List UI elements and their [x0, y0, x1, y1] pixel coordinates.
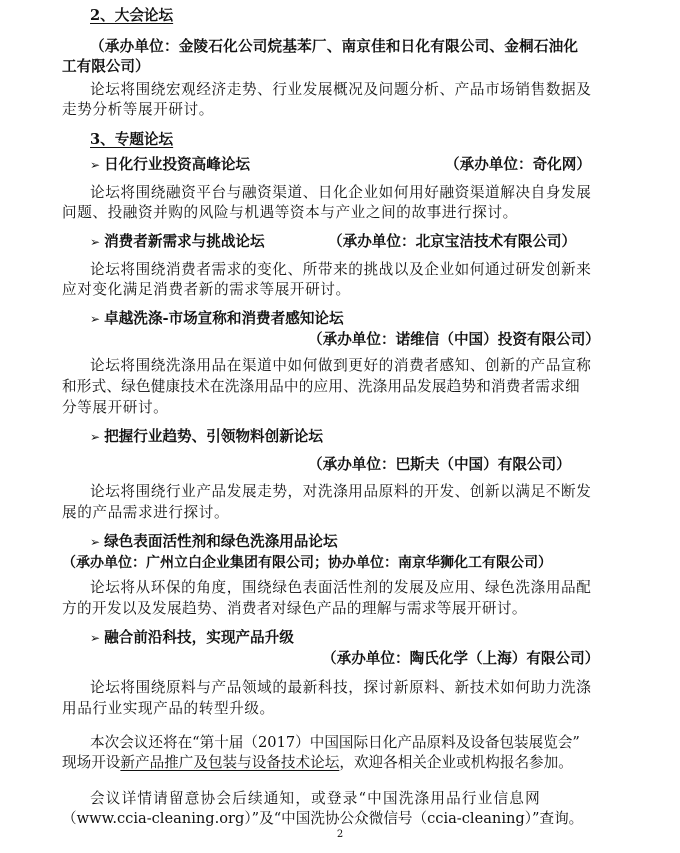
forum-description: 论坛将围绕行业产品发展走势，对洗涤用品原料的开发、创新以满足不断发 — [90, 483, 592, 500]
forum-description: 展的产品需求进行探讨。 — [62, 504, 230, 521]
forum-title: ➢ 卓越洗涤-市场宣称和消费者感知论坛 — [90, 310, 344, 327]
forum-host-line: 工有限公司） — [62, 58, 150, 75]
expo-paragraph-line: 本次会议还将在“第十届（2017）中国国际日化产品原料及设备包装展览会” — [90, 734, 580, 751]
forum-title: ➢ 把握行业趋势、引领物料创新论坛 — [90, 428, 323, 445]
forum-host: （承办单位：广州立白企业集团有限公司；协办单位：南京华狮化工有限公司） — [62, 555, 552, 571]
section-heading-forum: 2、大会论坛 — [90, 7, 174, 24]
forum-title: ➢ 融合前沿科技，实现产品升级 — [90, 629, 294, 646]
forum-description: 和形式、绿色健康技术在洗涤用品中的应用、洗涤用品发展趋势和消费者需求细 — [62, 378, 580, 395]
forum-host: （承办单位：诺维信（中国）投资有限公司） — [308, 331, 600, 348]
arrow-bullet-icon: ➢ — [90, 535, 101, 549]
forum-description: 论坛将围绕消费者需求的变化、所带来的挑战以及企业如何通过研发创新来 — [90, 261, 592, 278]
expo-paragraph-line: 现场开设新产品推广及包装与设备技术论坛，欢迎各相关企业或机构报名参加。 — [62, 754, 573, 771]
forum-description: 方的开发以及发展趋势、消费者对绿色产品的理解与需求等展开研讨。 — [62, 600, 527, 617]
arrow-bullet-icon: ➢ — [90, 158, 101, 172]
forum-description: 走势分析等展开研讨。 — [62, 101, 214, 118]
forum-host: （承办单位：奇化网） — [445, 156, 591, 173]
forum-description: 论坛将从环保的角度，围绕绿色表面活性剂的发展及应用、绿色洗涤用品配 — [90, 579, 592, 596]
notice-paragraph-line: 会议详情请留意协会后续通知，或登录“中国洗涤用品行业信息网 — [90, 790, 541, 807]
section-heading-topics: 3、专题论坛 — [90, 131, 174, 148]
page-number: 2 — [336, 829, 344, 840]
forum-title: ➢ 消费者新需求与挑战论坛 — [90, 233, 265, 250]
notice-paragraph-line: （www.ccia-cleaning.org）”及“中国洗协公众微信号（ccia-cleaning）”查询。 — [62, 810, 584, 827]
forum-title: ➢ 绿色表面活性剂和绿色洗涤用品论坛 — [90, 533, 338, 550]
forum-host-line: （承办单位：金陵石化公司烷基苯厂、南京佳和日化有限公司、金桐石油化 — [90, 38, 579, 55]
forum-host: （承办单位：巴斯夫（中国）有限公司） — [308, 456, 571, 473]
forum-description: 分等展开研讨。 — [62, 399, 169, 416]
forum-description: 论坛将围绕融资平台与融资渠道、日化企业如何用好融资渠道解决自身发展 — [90, 184, 592, 201]
forum-description: 论坛将围绕原料与产品领域的最新科技，探讨新原料、新技术如何助力洗涤 — [90, 679, 592, 696]
forum-host: （承办单位：陶氏化学（上海）有限公司） — [322, 650, 600, 667]
forum-description: 论坛将围绕宏观经济走势、行业发展概况及问题分析、产品市场销售数据及 — [90, 81, 592, 98]
forum-host: （承办单位：北京宝洁技术有限公司） — [328, 233, 577, 250]
arrow-bullet-icon: ➢ — [90, 430, 101, 444]
arrow-bullet-icon: ➢ — [90, 235, 101, 249]
forum-description: 论坛将围绕洗涤用品在渠道中如何做到更好的消费者感知、创新的产品宣称 — [90, 357, 592, 374]
arrow-bullet-icon: ➢ — [90, 631, 101, 645]
forum-description: 应对变化满足消费者新的需求等展开研讨。 — [62, 281, 351, 298]
expo-forum-name: 新产品推广及包装与设备技术论坛 — [120, 754, 340, 771]
arrow-bullet-icon: ➢ — [90, 312, 101, 326]
forum-title: ➢ 日化行业投资高峰论坛 — [90, 156, 251, 173]
forum-description: 用品行业实现产品的转型升级。 — [62, 700, 275, 717]
forum-description: 问题、投融资并购的风险与机遇等资本与产业之间的故事进行探讨。 — [62, 204, 518, 221]
